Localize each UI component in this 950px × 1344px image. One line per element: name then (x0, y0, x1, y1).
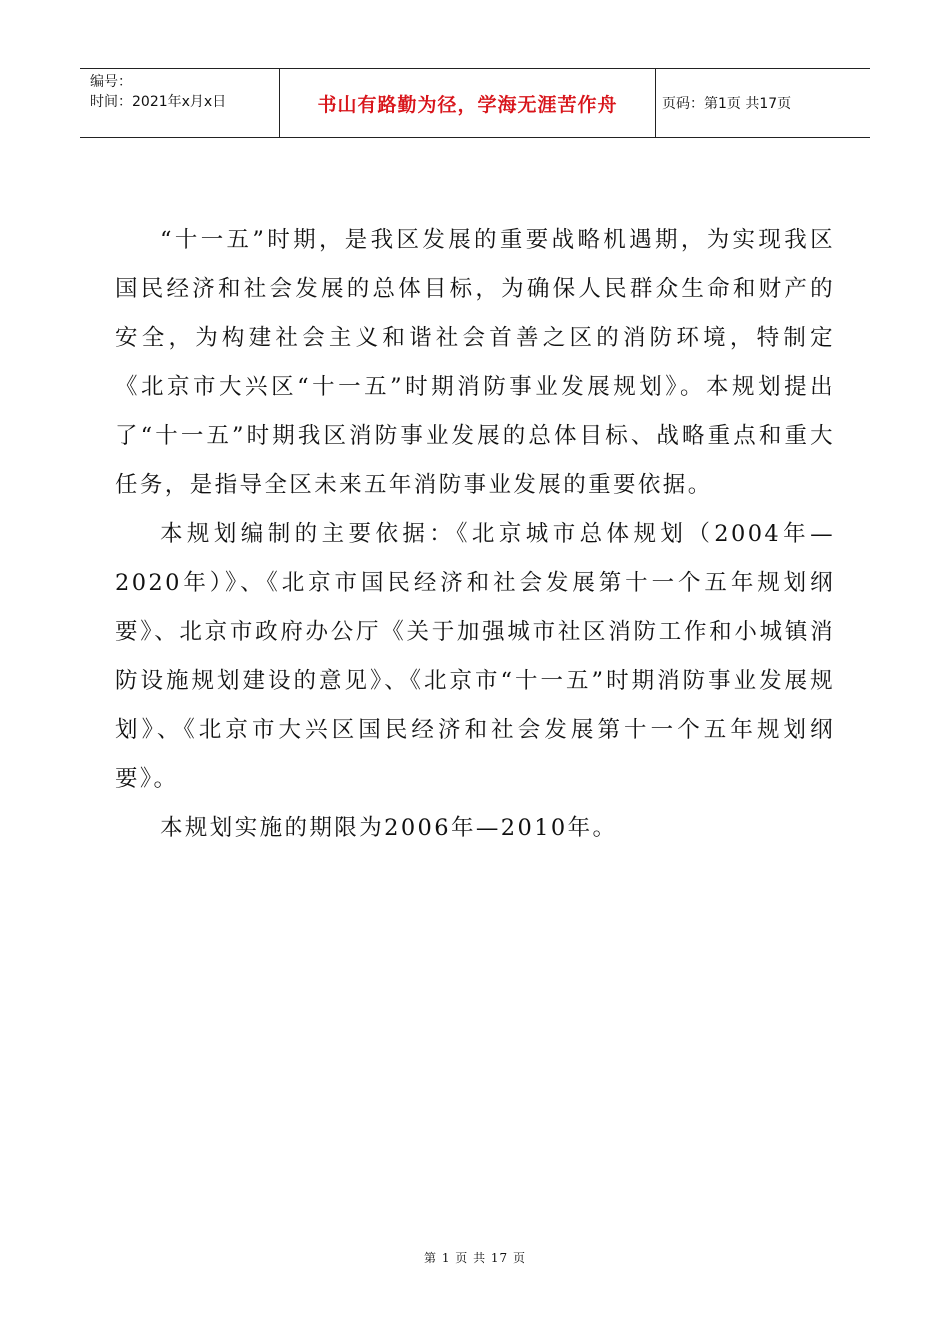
document-number-label: 编号： (90, 74, 132, 90)
body-paragraph: 本规划实施的期限为2006年—2010年。 (160, 815, 618, 841)
body-paragraph: 本规划编制的主要依据：《北京城市总体规划（2004年—2020年）》、《北京市国民经济和社会发展第十一个五年规划纲要》、北京市政府办公厅《关于加强城市社区消防工作和小城镇消防设施规划建设的意见》、《北京市“十一五”时期消防事业发展规划》、《北京市大兴区国民经济和社会发展第十一个五年规划纲要》。 (115, 521, 835, 792)
page-header (80, 68, 870, 138)
header-motto: 书山有路勤为径，学海无涯苦作舟 (280, 69, 656, 137)
body-paragraph: “十一五”时期，是我区发展的重要战略机遇期，为实现我区国民经济和社会发展的总体目标，为确保人民群众生命和财产的安全，为构建社会主义和谐社会首善之区的消防环境，特制定《北京市大兴区“十一五”时期消防事业发展规划》。本规划提出了“十一五”时期我区消防事业发展的总体目标、战略重点和重大任务，是指导全区未来五年消防事业发展的重要依据。 (115, 227, 835, 498)
header-meta (80, 69, 280, 137)
page-footer-number: 第 1 页 共 17 页 (424, 1251, 526, 1265)
document-body (115, 216, 835, 853)
document-date-label: 时间：2021年x月x日 (90, 94, 227, 110)
header-page-code: 页码：第1页 共17页 (662, 96, 792, 112)
